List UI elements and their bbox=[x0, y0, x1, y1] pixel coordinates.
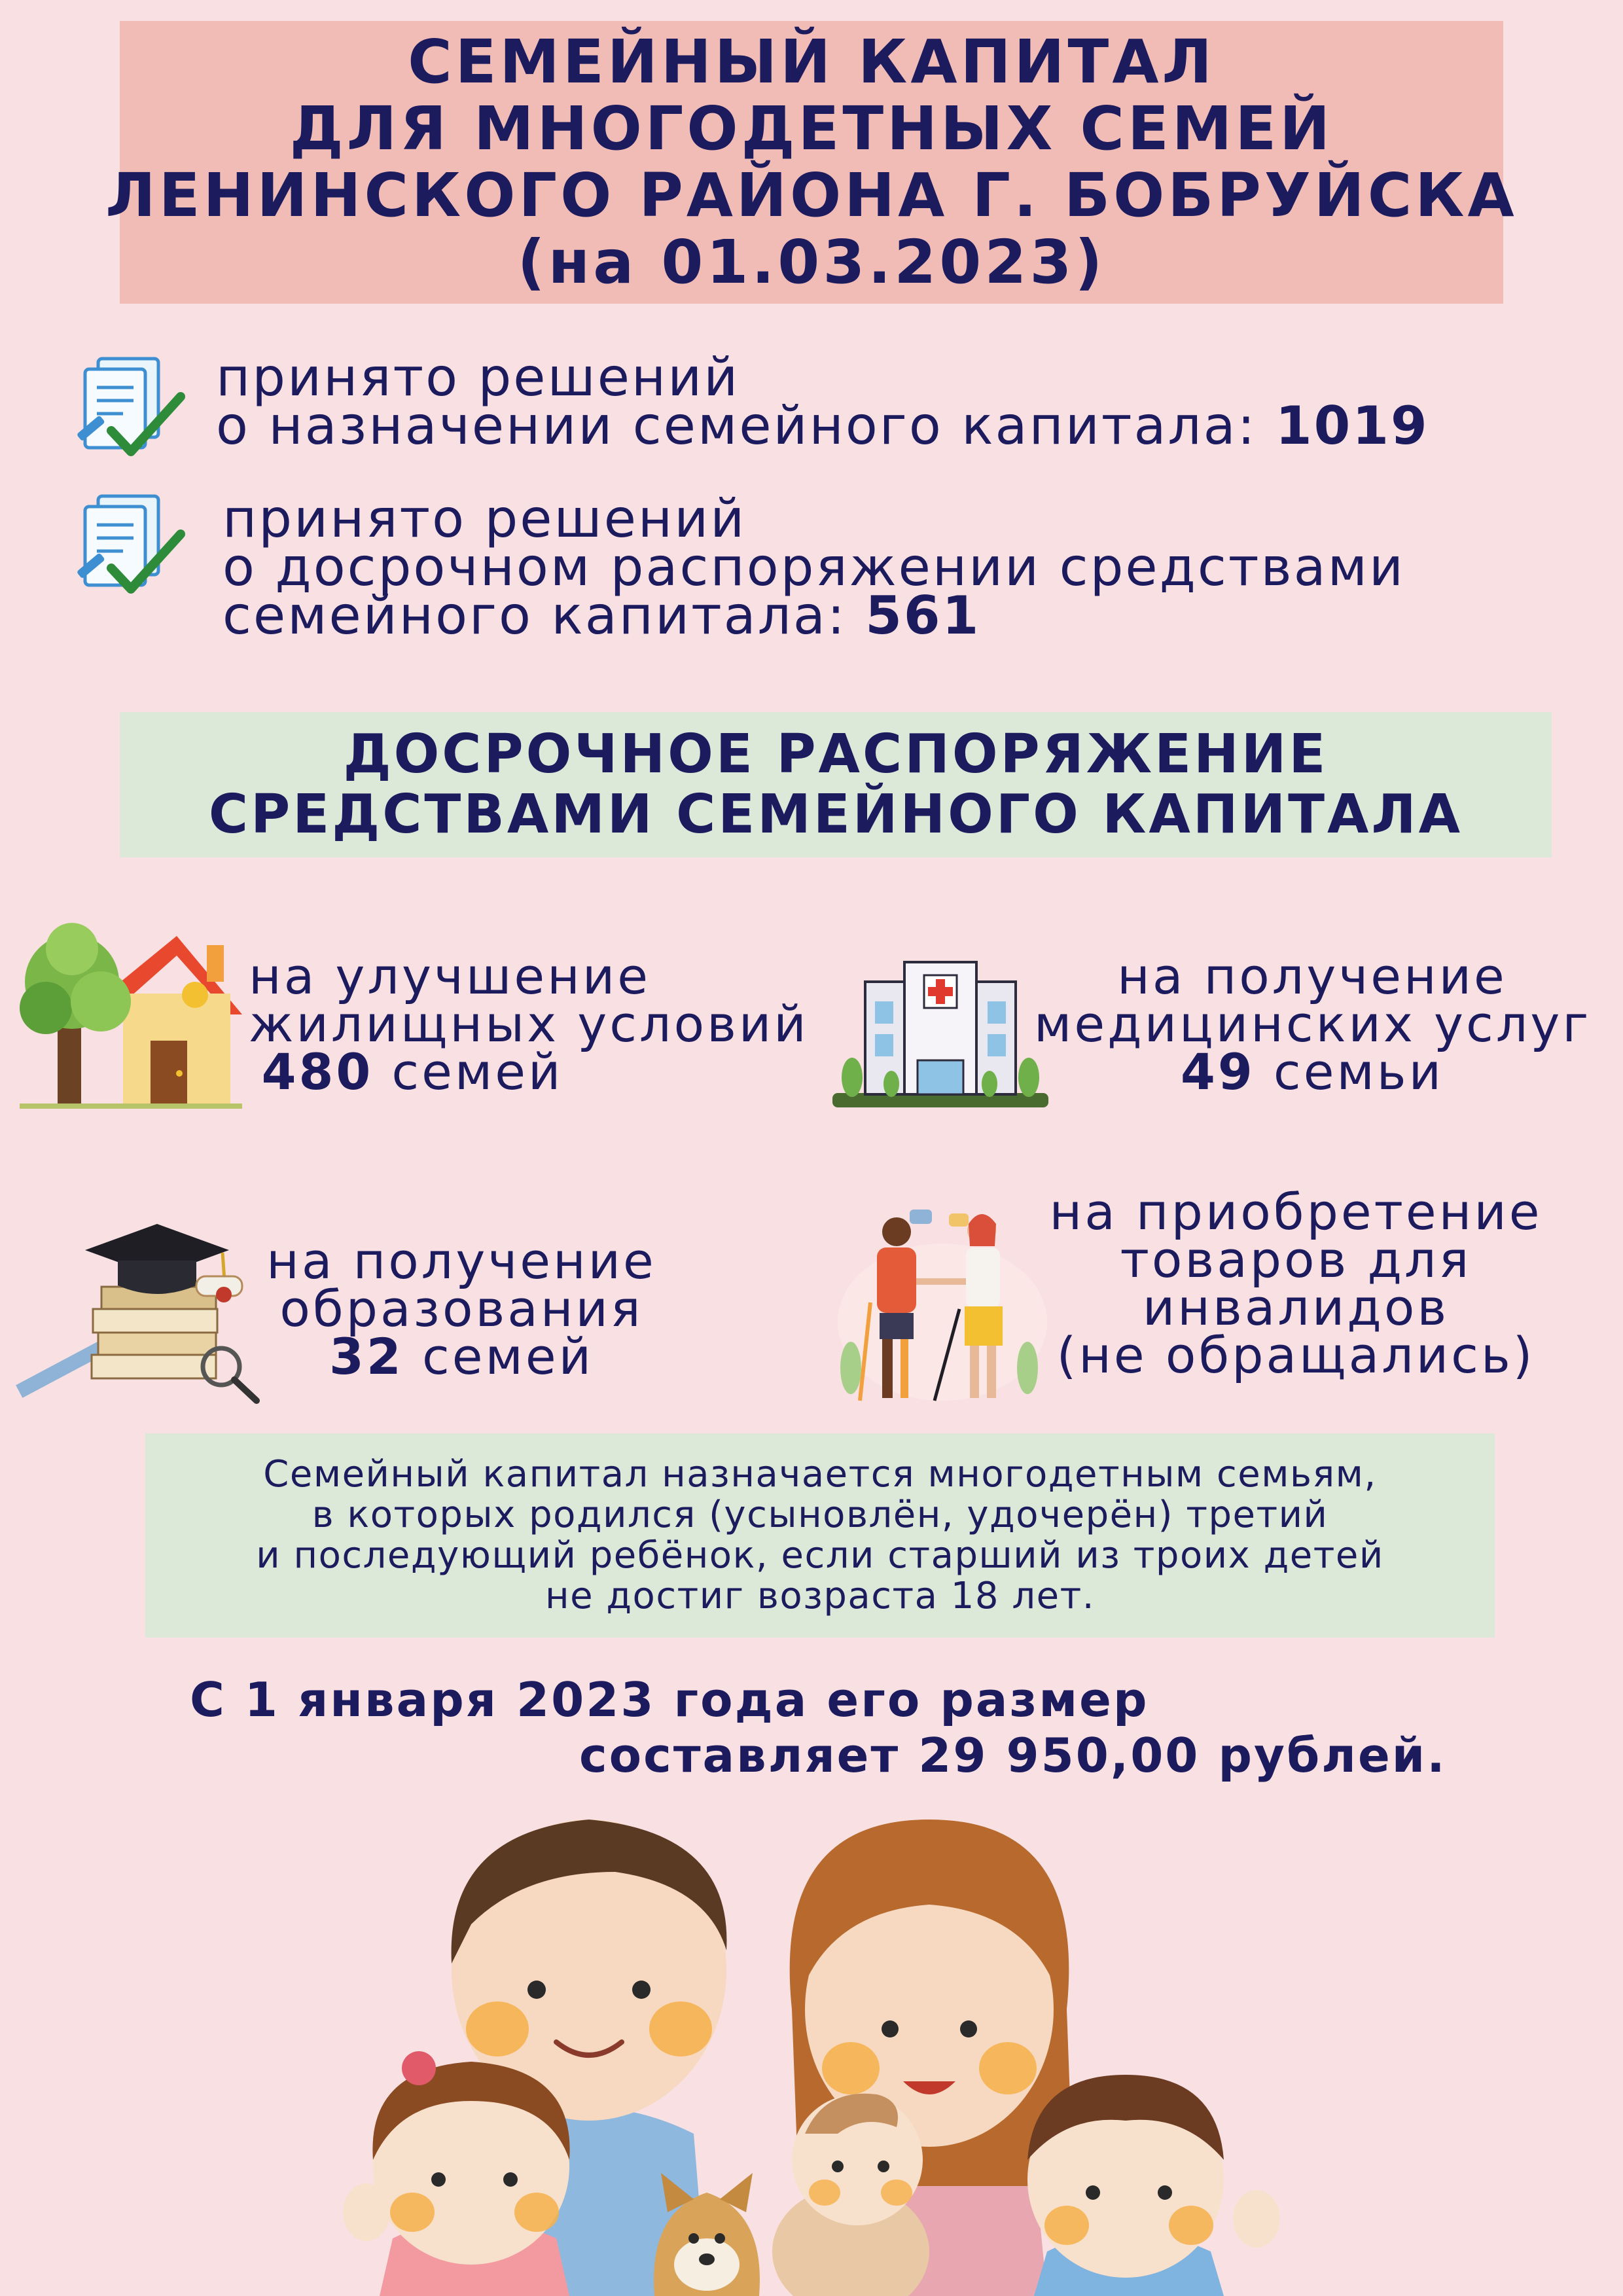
cat-housing-line-2: жилищных условий bbox=[249, 995, 809, 1053]
cat-medical-unit: семьи bbox=[1255, 1043, 1444, 1101]
section-line-2: СРЕДСТВАМИ СЕМЕЙНОГО КАПИТАЛА bbox=[208, 783, 1463, 846]
category-medical bbox=[1034, 947, 1592, 1101]
cat-disabled-line-3: инвалидов bbox=[1142, 1278, 1450, 1336]
cat-medical-line-1: на получение bbox=[1117, 947, 1507, 1005]
cat-disabled-line-1: на приобретение bbox=[1049, 1183, 1543, 1241]
document-checkmark-icon bbox=[71, 347, 188, 465]
info-line-2: в которых родился (усыновлён, удочерён) третий bbox=[312, 1494, 1329, 1536]
cat-housing-unit: семей bbox=[373, 1043, 563, 1101]
title-line-1: СЕМЕЙНЫЙ КАПИТАЛ bbox=[408, 27, 1215, 97]
cat-medical-value: 49 bbox=[1181, 1043, 1255, 1101]
title-banner bbox=[105, 21, 1518, 304]
info-box bbox=[145, 1433, 1495, 1638]
stat-1-line-2: о назначении семейного капитала: bbox=[216, 395, 1275, 456]
category-disabled-goods bbox=[1034, 1183, 1558, 1384]
section-header bbox=[120, 712, 1552, 857]
house-tree-icon bbox=[20, 916, 242, 1113]
category-housing bbox=[249, 947, 809, 1101]
cat-education-line-2: образования bbox=[279, 1280, 643, 1338]
info-line-3: и последующий ребёнок, если старший из троих детей bbox=[256, 1534, 1384, 1577]
family-illustration bbox=[340, 1793, 1283, 2296]
cat-education-line-1: на получение bbox=[266, 1232, 656, 1290]
stat-decisions-early-disposal bbox=[223, 488, 1405, 646]
stat-2-line-1: принято решений bbox=[223, 488, 747, 549]
info-line-1: Семейный капитал назначается многодетным семьям, bbox=[263, 1453, 1377, 1496]
cat-medical-line-2: медицинских услуг bbox=[1034, 995, 1592, 1053]
disabled-people-icon bbox=[831, 1204, 1054, 1407]
education-books-icon bbox=[13, 1204, 275, 1407]
cat-disabled-line-4: (не обращались) bbox=[1056, 1326, 1535, 1384]
amount-line-1: С 1 января 2023 года его размер bbox=[190, 1672, 1149, 1727]
section-line-1: ДОСРОЧНОЕ РАСПОРЯЖЕНИЕ bbox=[343, 723, 1329, 785]
stat-1-line-1: принято решений bbox=[216, 347, 740, 408]
document-checkmark-icon bbox=[71, 484, 188, 602]
stat-2-line-3: семейного капитала: bbox=[223, 585, 866, 646]
hospital-icon bbox=[826, 949, 1055, 1113]
cat-education-value: 32 bbox=[329, 1327, 404, 1386]
stat-2-value: 561 bbox=[865, 585, 981, 646]
cat-disabled-line-2: товаров для bbox=[1120, 1230, 1472, 1289]
stat-1-value: 1019 bbox=[1275, 395, 1429, 456]
amount-line-2: составляет 29 950,00 рублей. bbox=[579, 1728, 1447, 1783]
category-education bbox=[259, 1232, 664, 1386]
stat-2-line-2: о досрочном распоряжении средствами bbox=[223, 537, 1405, 598]
cat-housing-value: 480 bbox=[261, 1043, 374, 1101]
cat-housing-line-1: на улучшение bbox=[249, 947, 651, 1005]
info-line-4: не достиг возраста 18 лет. bbox=[544, 1575, 1096, 1617]
cat-education-unit: семей bbox=[403, 1327, 594, 1386]
title-date: (на 01.03.2023) bbox=[517, 227, 1106, 297]
title-line-2: ДЛЯ МНОГОДЕТНЫХ СЕМЕЙ bbox=[289, 94, 1334, 164]
stat-decisions-assigned bbox=[216, 347, 1429, 456]
title-line-3: ЛЕНИНСКОГО РАЙОНА Г. БОБРУЙСКА bbox=[105, 160, 1518, 230]
